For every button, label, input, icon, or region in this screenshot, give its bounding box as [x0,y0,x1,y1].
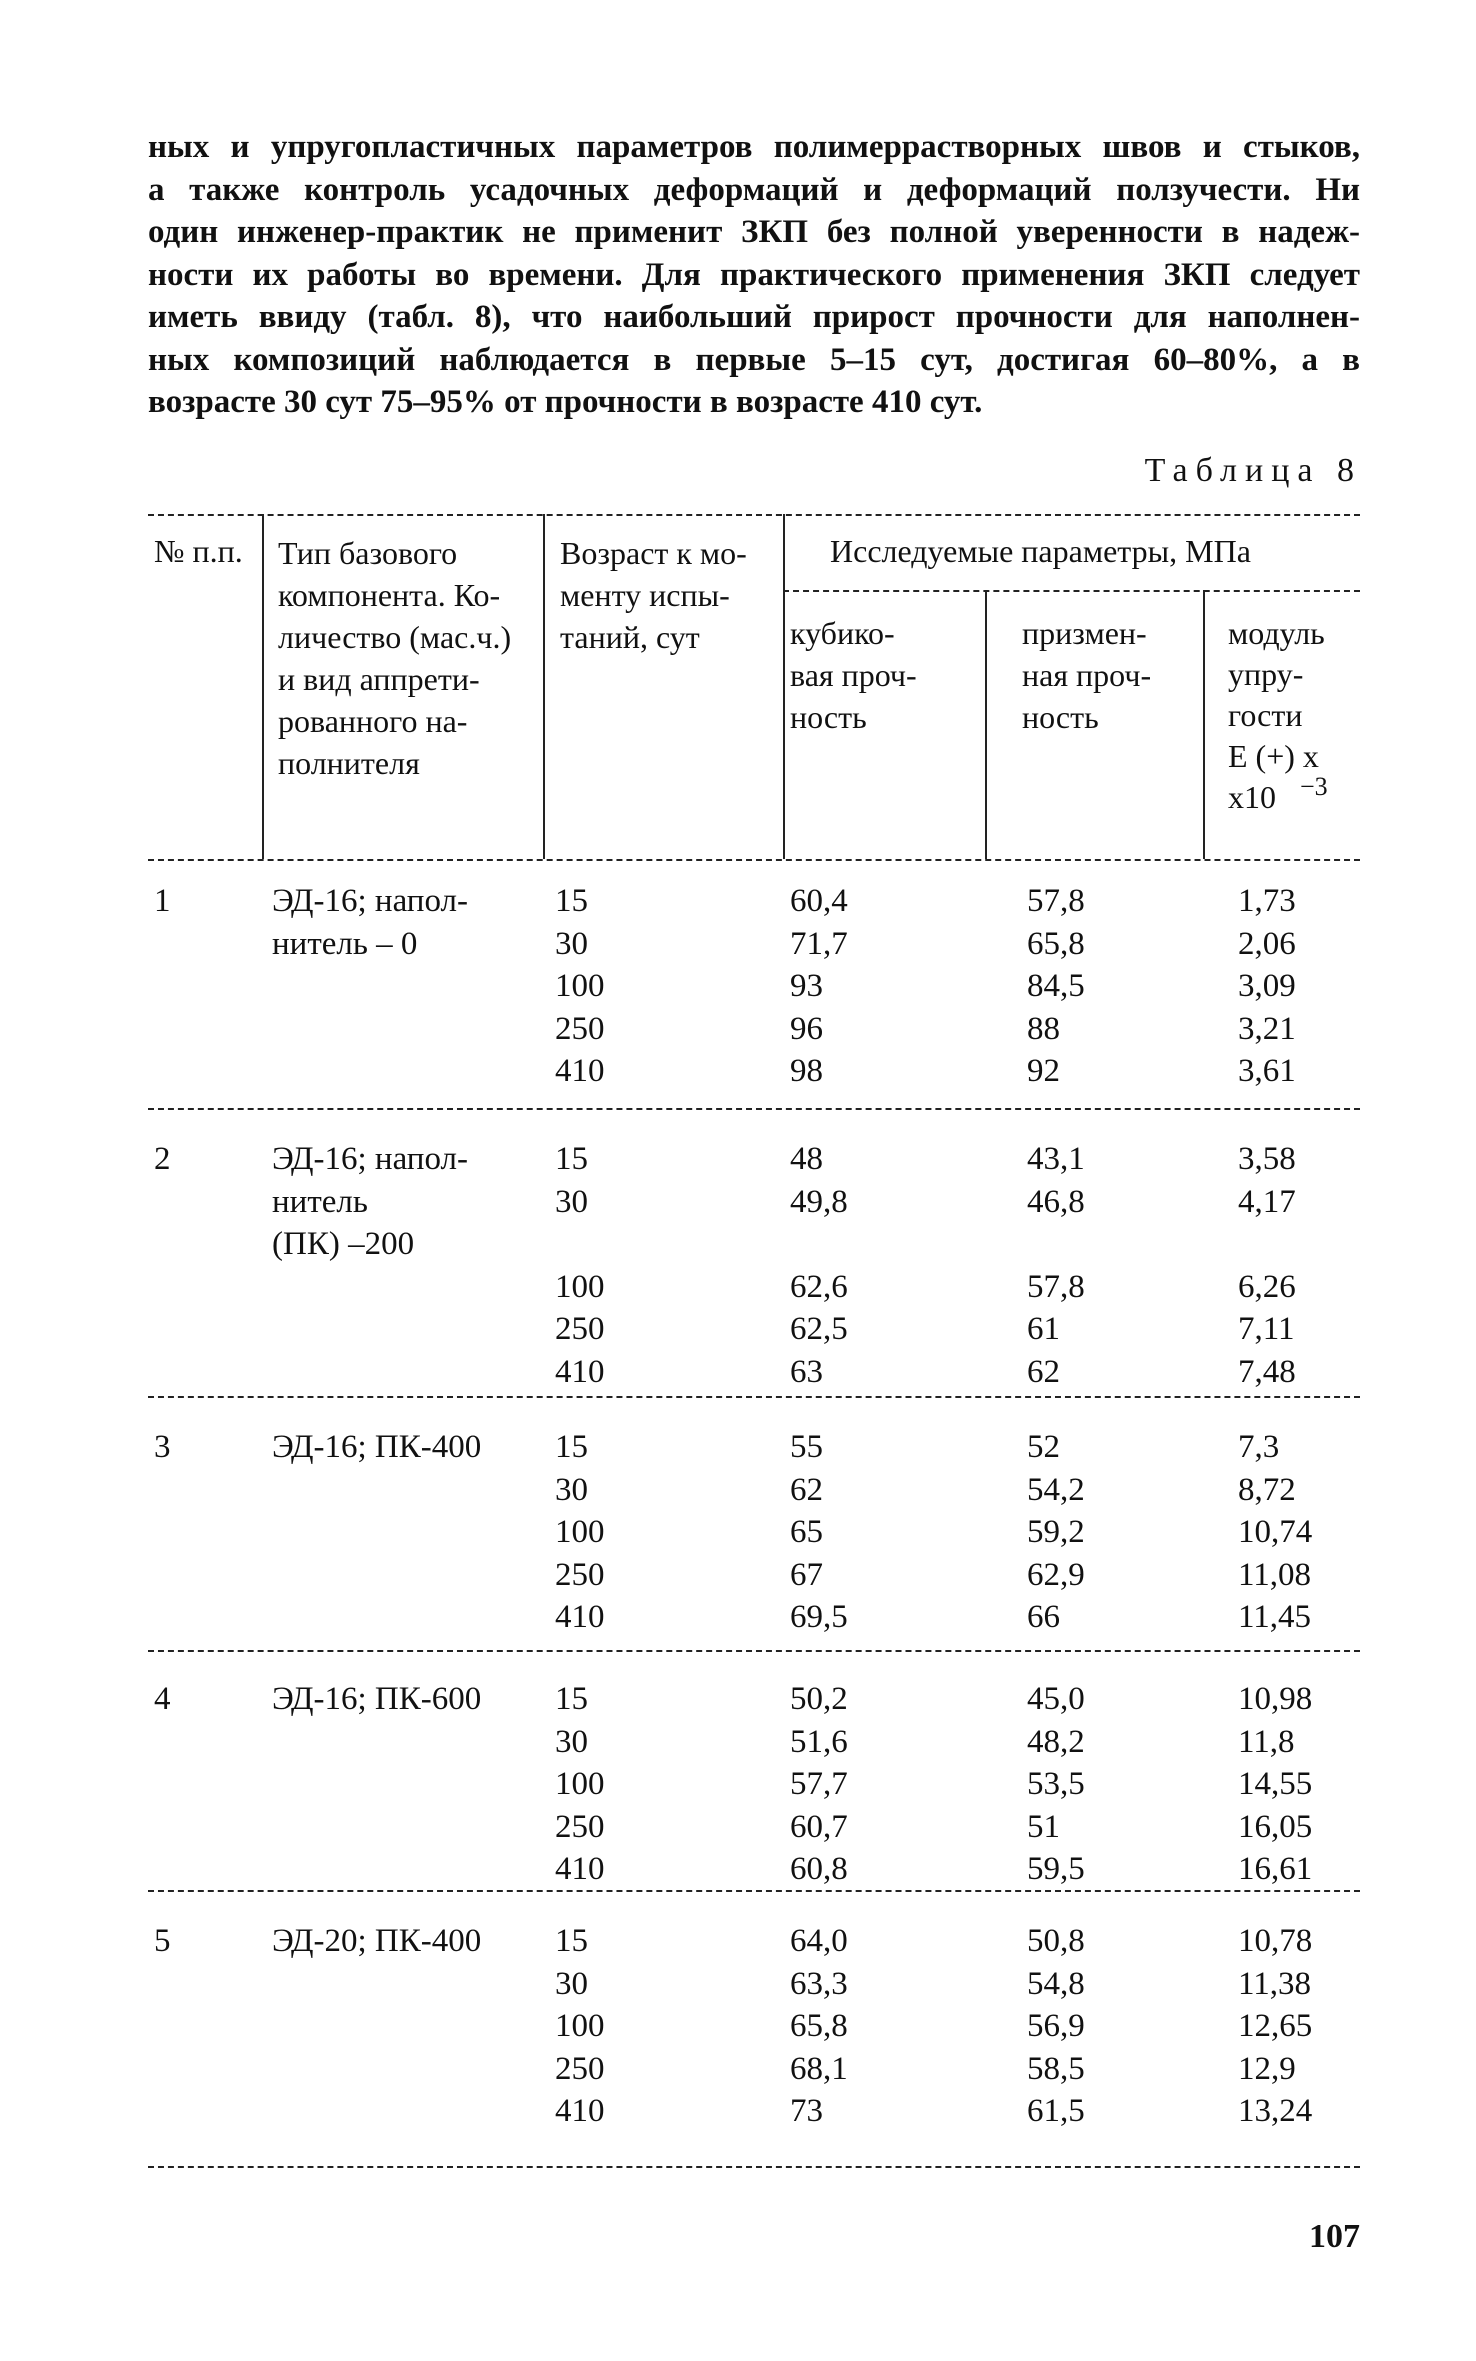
prism-strength-cell: 84,5 [1027,968,1085,1004]
prism-strength-cell: 51 [1027,1808,1060,1845]
prism-strength-cell: 50,8 [1027,1923,1085,1959]
cube-strength-cell: 65 [790,1514,823,1550]
modulus-cell: 7,11 [1238,1311,1295,1347]
cube-strength-cell: 67 [790,1556,823,1593]
body-paragraph [148,126,1360,424]
modulus-cell: 10,78 [1238,1923,1313,1959]
group-type-line: ЭД-20; ПК-400 [272,1923,482,1959]
group-separator [148,1650,1360,1652]
modulus-cell: 11,38 [1238,1965,1312,2002]
header-prism-line: ная проч- [1022,657,1152,693]
paragraph-line: ных композиций наблюдается в первые 5–15 сут, достигая 60–80%, а в [148,341,1360,378]
prism-strength-cell: 62 [1027,1353,1060,1390]
column-divider [985,590,987,859]
cube-strength-cell: 62,6 [790,1268,848,1305]
column-divider [1203,590,1205,859]
table-top-rule [148,514,1360,516]
table-bottom-rule [148,2166,1360,2168]
prism-strength-cell: 58,5 [1027,2050,1085,2087]
cube-strength-cell: 63 [790,1353,823,1390]
prism-strength-cell: 57,8 [1027,1268,1085,1305]
age-cell: 250 [555,1808,605,1845]
group-type-line: нитель – 0 [272,925,418,962]
age-cell: 30 [555,925,588,962]
header-num: № п.п. [154,533,243,569]
prism-strength-cell: 53,5 [1027,1766,1085,1802]
age-cell: 15 [555,1923,588,1959]
prism-strength-cell: 65,8 [1027,925,1085,962]
age-cell: 30 [555,1723,588,1760]
age-cell: 30 [555,1183,588,1220]
header-params: Исследуемые параметры, МПа [830,533,1251,569]
modulus-cell: 14,55 [1238,1766,1313,1802]
header-modulus-exponent: −3 [1300,772,1328,801]
header-prism-line: ность [1022,699,1099,735]
modulus-cell: 16,05 [1238,1808,1313,1845]
modulus-cell: 11,45 [1238,1599,1312,1635]
prism-strength-cell: 57,8 [1027,883,1085,919]
paragraph-line: ных и упругопластичных параметров полимеррастворных швов и стыков, [148,129,1360,165]
header-type-line: Тип базового [278,535,458,571]
prism-strength-cell: 61,5 [1027,2093,1085,2129]
header-type-line: и вид аппрети- [278,661,480,697]
group-number: 2 [154,1141,171,1177]
prism-strength-cell: 62,9 [1027,1556,1085,1593]
header-type-line: личество (мас.ч.) [278,619,512,655]
prism-strength-cell: 59,2 [1027,1514,1085,1550]
modulus-cell: 3,58 [1238,1141,1296,1177]
modulus-cell: 7,48 [1238,1353,1296,1390]
cube-strength-cell: 96 [790,1010,823,1047]
prism-strength-cell: 54,2 [1027,1471,1085,1508]
age-cell: 250 [555,1311,605,1347]
modulus-cell: 3,61 [1238,1053,1296,1089]
age-cell: 30 [555,1471,588,1508]
header-type-line: полнителя [278,745,420,781]
group-number: 1 [154,883,171,919]
modulus-cell: 10,74 [1238,1514,1313,1550]
age-cell: 410 [555,1053,605,1089]
header-modulus-line: гости [1228,697,1303,733]
cube-strength-cell: 98 [790,1053,823,1089]
header-modulus-line: модуль [1228,615,1325,651]
age-cell: 410 [555,2093,605,2129]
paragraph-line: иметь ввиду (табл. 8), что наибольший прирост прочности для наполнен- [148,299,1360,335]
prism-strength-cell: 48,2 [1027,1723,1085,1760]
header-modulus-line: E (+) x [1228,738,1319,774]
cube-strength-cell: 49,8 [790,1183,848,1220]
paragraph-line: ности их работы во времени. Для практического применения ЗКП следует [148,256,1360,293]
header-age-line: таний, сут [560,619,700,655]
modulus-cell: 12,65 [1238,2008,1313,2044]
group-type-line: (ПК) –200 [272,1226,415,1262]
age-cell: 250 [555,1010,605,1047]
age-cell: 100 [555,968,605,1004]
paragraph-line: один инженер-практик не применит ЗКП без полной уверенности в надеж- [148,214,1360,250]
modulus-cell: 3,09 [1238,968,1296,1004]
age-cell: 30 [555,1965,588,2002]
modulus-cell: 3,21 [1238,1010,1296,1047]
modulus-cell: 12,9 [1238,2050,1296,2087]
page-number: 107 [1309,2218,1360,2255]
paragraph-line: возрасте 30 сут 75–95% от прочности в возрасте 410 сут. [148,384,983,420]
column-divider [783,514,785,859]
age-cell: 15 [555,1681,588,1717]
header-cube-line: ность [790,699,867,735]
cube-strength-cell: 55 [790,1429,823,1465]
prism-strength-cell: 56,9 [1027,2008,1085,2044]
group-type-line: ЭД-16; ПК-600 [272,1681,482,1717]
header-bottom-rule [148,859,1360,861]
group-number: 4 [154,1681,171,1717]
cube-strength-cell: 73 [790,2093,823,2129]
group-type-line: ЭД-16; напол- [272,1141,468,1177]
prism-strength-cell: 52 [1027,1429,1060,1465]
age-cell: 100 [555,1268,605,1305]
modulus-cell: 13,24 [1238,2093,1313,2129]
header-cube-line: вая проч- [790,657,917,693]
prism-strength-cell: 88 [1027,1010,1060,1047]
prism-strength-cell: 54,8 [1027,1965,1085,2002]
header-age-line: Возраст к мо- [560,535,747,571]
group-type-line: ЭД-16; ПК-400 [272,1429,482,1465]
cube-strength-cell: 93 [790,968,823,1004]
prism-strength-cell: 66 [1027,1599,1060,1635]
modulus-cell: 11,08 [1238,1556,1312,1593]
age-cell: 100 [555,2008,605,2044]
cube-strength-cell: 63,3 [790,1965,848,2002]
modulus-cell: 6,26 [1238,1268,1296,1305]
cube-strength-cell: 48 [790,1141,823,1177]
cube-strength-cell: 51,6 [790,1723,848,1760]
modulus-cell: 16,61 [1238,1851,1313,1887]
modulus-cell: 2,06 [1238,925,1296,962]
cube-strength-cell: 60,4 [790,883,848,919]
age-cell: 250 [555,2050,605,2087]
age-cell: 250 [555,1556,605,1593]
paragraph-line: а также контроль усадочных деформаций и деформаций ползучести. Ни [148,171,1360,208]
age-cell: 100 [555,1514,605,1550]
cube-strength-cell: 71,7 [790,925,848,962]
modulus-cell: 4,17 [1238,1183,1296,1220]
header-modulus-line: x10 [1228,779,1276,815]
age-cell: 15 [555,883,588,919]
header-prism-line: призмен- [1022,615,1147,651]
age-cell: 15 [555,1429,588,1465]
cube-strength-cell: 69,5 [790,1599,848,1635]
modulus-cell: 1,73 [1238,883,1296,919]
prism-strength-cell: 46,8 [1027,1183,1085,1220]
age-cell: 410 [555,1353,605,1390]
group-separator [148,1890,1360,1892]
modulus-cell: 10,98 [1238,1681,1313,1717]
prism-strength-cell: 61 [1027,1311,1060,1347]
cube-strength-cell: 50,2 [790,1681,848,1717]
header-type-line: компонента. Ко- [278,577,501,613]
group-separator [148,1396,1360,1398]
header-cube-line: кубико- [790,615,895,651]
group-type-line: нитель [272,1183,368,1220]
cube-strength-cell: 65,8 [790,2008,848,2044]
column-divider [543,514,545,859]
prism-strength-cell: 45,0 [1027,1681,1085,1717]
age-cell: 410 [555,1851,605,1887]
age-cell: 100 [555,1766,605,1802]
group-type-line: ЭД-16; напол- [272,883,468,919]
cube-strength-cell: 62 [790,1471,823,1508]
cube-strength-cell: 64,0 [790,1923,848,1959]
cube-strength-cell: 57,7 [790,1766,848,1802]
header-modulus-line: упру- [1228,656,1304,692]
header-type-line: рованного на- [278,703,468,739]
header-age-line: менту испы- [560,577,730,613]
age-cell: 15 [555,1141,588,1177]
params-subheader-rule [783,590,1360,592]
prism-strength-cell: 43,1 [1027,1141,1085,1177]
cube-strength-cell: 68,1 [790,2050,848,2087]
modulus-cell: 11,8 [1238,1723,1295,1760]
age-cell: 410 [555,1599,605,1635]
cube-strength-cell: 60,8 [790,1851,848,1887]
group-number: 3 [154,1429,171,1465]
cube-strength-cell: 60,7 [790,1808,848,1845]
modulus-cell: 7,3 [1238,1429,1280,1465]
prism-strength-cell: 59,5 [1027,1851,1085,1887]
group-separator [148,1108,1360,1110]
prism-strength-cell: 92 [1027,1053,1060,1089]
cube-strength-cell: 62,5 [790,1311,848,1347]
column-divider [262,514,264,859]
group-number: 5 [154,1923,171,1959]
table-label: Таблица 8 [1144,452,1362,489]
modulus-cell: 8,72 [1238,1471,1296,1508]
